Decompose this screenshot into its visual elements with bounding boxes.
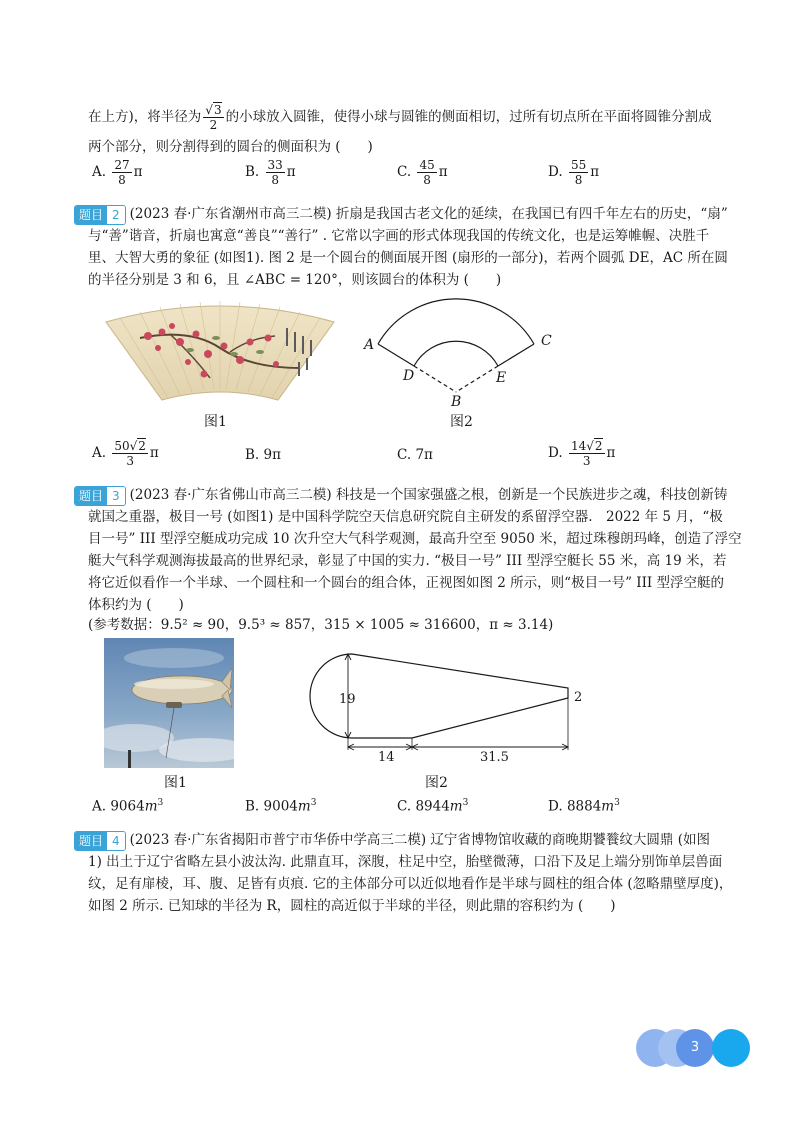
q2-line-4: 的半径分别是 3 和 6，且 ∠ABC = 120°，则该圆台的体积为 ( ) (88, 272, 502, 288)
q2-option-a[interactable]: A. $\frac{50√2}{3}$ π (92, 439, 159, 468)
q2-option-b[interactable]: B. 9π (245, 447, 281, 463)
point-a-label: A (364, 337, 375, 353)
q2-line-1: 题目 2 (2023 春·广东省潮州市高三二模) 折扇是我国古老文化的延续，在我国已有四千年左右的历史，“扇” (74, 203, 728, 225)
q3-fig1-label: 图1 (164, 775, 187, 791)
q4-line-1: 题目 4 (2023 春·广东省揭阳市普宁市华侨中学高三二模) 辽宁省博物馆收藏的商晚期饕餮纹大圆鼎 (如图 (74, 829, 710, 851)
q4-line-3: 纹，足有扉棱，耳、腹、足皆有贞痕. 它的主体部分可以近似地看作是半球与圆柱的组合体 (忽略鼎壁厚度)， (88, 876, 733, 892)
segment-eb (456, 366, 498, 392)
q2-badge: 题目 2 (74, 205, 126, 225)
q2-option-c[interactable]: C. 7π (397, 447, 433, 463)
folding-fan-image (100, 298, 340, 406)
point-c-label: C (541, 333, 552, 349)
cone-dim-label: 31.5 (480, 750, 509, 765)
q3-line-2: 就国之重器，极目一号 (如图1) 是中国科学院空天信息研究院自主研发的系留浮空器. 2022 年 5 月，“极 (88, 509, 723, 525)
q1-option-b[interactable]: B. $\frac{33}{8}$ π (245, 158, 296, 187)
q3-line-5: 将它近似看作一个半球、一个圆柱和一个圆台的组合体，正视图如图 2 所示，则“极目一号” III 型浮空艇的 (88, 575, 725, 591)
q3-line-3: 目一号” III 型浮空艇成功完成 10 次升空大气科学观测，最高升空至 9050 米，超过珠穆朗玛峰，创造了浮空 (88, 531, 742, 547)
q2-line-3: 里、大智大勇的象征 (如图1). 图 2 是一个圆台的侧面展开图 (扇形的一部分)，若两个圆弧 DE，AC 所在圆 (88, 250, 728, 266)
page-number: 3 (676, 1029, 714, 1067)
q3-fig2-label: 图2 (425, 775, 448, 791)
circle-bright (712, 1029, 750, 1067)
q1-option-c[interactable]: C. $\frac{45}{8}$ π (397, 158, 448, 187)
q2-fig2-label: 图2 (450, 414, 473, 430)
q3-line-4: 艇大气科学观测海拔最高的世界纪录，彰显了中国的实力. “极目一号” III 型浮空艇长 55 米，高 19 米，若 (88, 553, 727, 569)
q3-option-d[interactable]: D. $8884m^3$ (548, 798, 620, 815)
height-dim-label: 19 (339, 692, 356, 707)
point-d-label: D (403, 368, 415, 384)
segment-ce (498, 344, 534, 366)
end-dim-label: 2 (574, 690, 583, 705)
q4-line-2: 1) 出土于辽宁省略左县小波汰沟. 此鼎直耳，深腹，柱足中空，胎壁微薄，口沿下及足上端分别饰单层兽面 (88, 854, 723, 870)
segment-db (414, 366, 456, 392)
page-number-badge (636, 1029, 754, 1067)
q1-line-1: 在上方)，将半径为 $\frac{√3}{2}$ 的小球放入圆锥，使得小球与圆锥的侧面相切，过所有切点所在平面将圆锥分割成 (88, 103, 712, 132)
q3-option-c[interactable]: C. $8944m^3$ (397, 798, 469, 815)
q4-line-4: 如图 2 所示. 已知球的半径为 R，圆柱的高近似于半球的半径，则此鼎的容积约为 ( ) (88, 898, 616, 914)
q2-line-2: 与“善”谐音，折扇也寓意“善良”“善行” . 它常以字画的形式体现我国的传统文化，也是运筹帷幄、决胜千 (88, 228, 710, 244)
q1-line-2: 两个部分，则分割得到的圆台的侧面积为 ( ) (88, 139, 373, 155)
arc-de (414, 341, 498, 366)
cylinder-dim-label: 14 (378, 750, 395, 765)
point-b-label: B (451, 394, 462, 410)
q1-fraction: $\frac{√3}{2}$ (205, 103, 222, 132)
airship-photo (104, 638, 234, 768)
q1-option-d[interactable]: D. $\frac{55}{8}$ π (548, 158, 600, 187)
arc-ac (378, 299, 534, 344)
segment-ad (378, 344, 414, 366)
q4-badge: 题目 4 (74, 831, 126, 851)
q2-option-d[interactable]: D. $\frac{14√2}{3}$ π (548, 439, 616, 468)
q3-line-1: 题目 3 (2023 春·广东省佛山市高三二模) 科技是一个国家强盛之根，创新是一个民族进步之魂，科技创新铸 (74, 484, 727, 506)
airship-front-view (296, 650, 596, 770)
q3-option-b[interactable]: B. $9004m^3$ (245, 798, 317, 815)
q3-option-a[interactable]: A. $9064m^3$ (92, 798, 164, 815)
q3-badge: 题目 3 (74, 486, 126, 506)
point-e-label: E (496, 370, 507, 386)
q2-fig1-label: 图1 (204, 414, 227, 430)
q1-option-a[interactable]: A. $\frac{27}{8}$ π (92, 158, 143, 187)
q3-line-6: 体积约为 ( ) (88, 597, 184, 613)
q3-reference-data: (参考数据：9.5² ≈ 90，9.5³ ≈ 857，315 × 1005 ≈ 316600，π ≈ 3.14) (88, 617, 554, 633)
